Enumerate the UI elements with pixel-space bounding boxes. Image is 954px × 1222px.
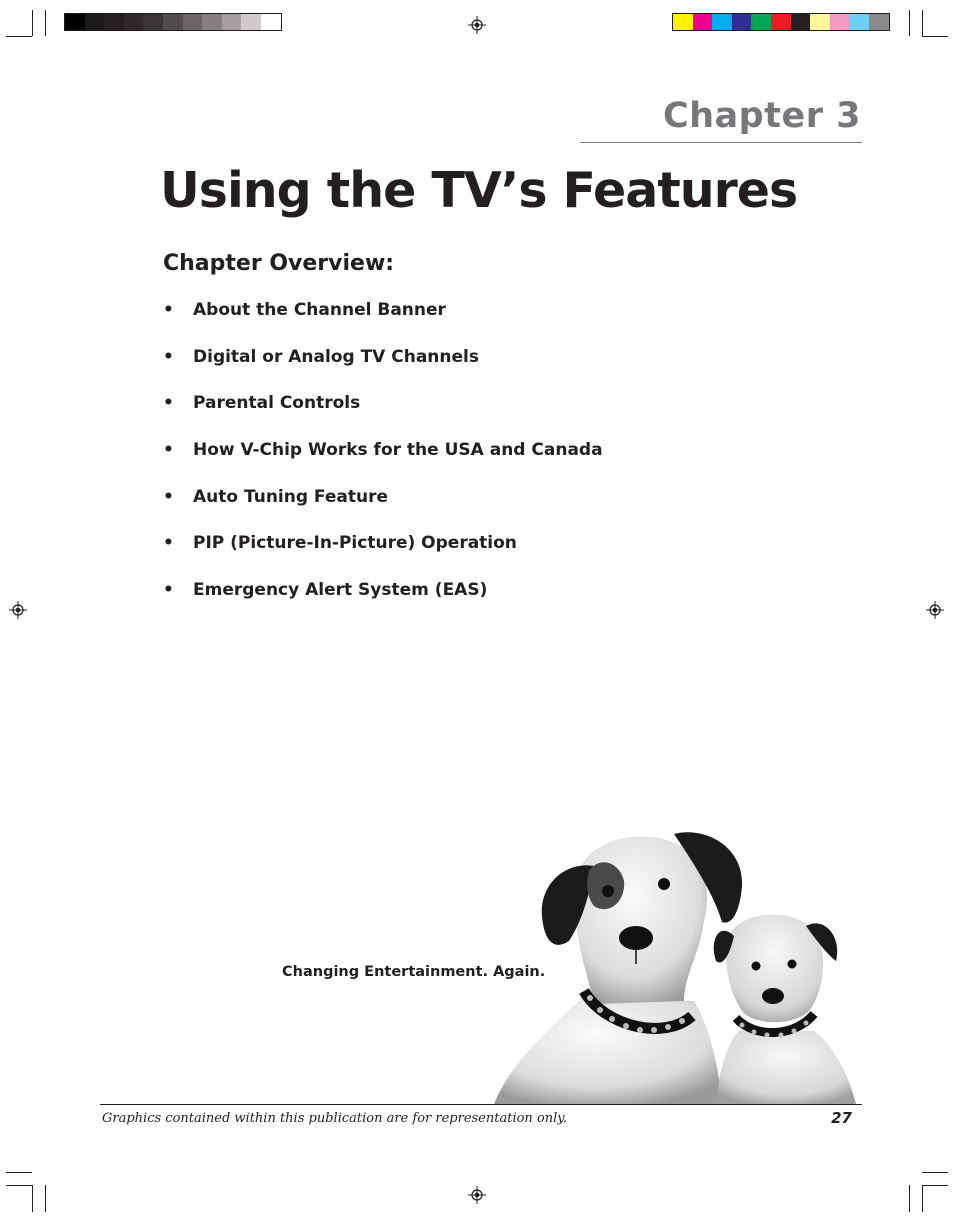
gray-swatch — [261, 14, 281, 30]
list-item — [163, 347, 603, 394]
bullet-icon: • — [163, 580, 174, 601]
chapter-label: Chapter 3 — [662, 96, 861, 136]
gray-swatch — [85, 14, 105, 30]
list-item — [163, 487, 603, 534]
list-item-label: About the Channel Banner — [193, 300, 446, 320]
color-swatch — [732, 14, 752, 30]
registration-mark-icon — [9, 601, 27, 619]
bullet-icon: • — [163, 393, 174, 414]
list-item-label: How V-Chip Works for the USA and Canada — [193, 440, 603, 461]
list-item — [163, 300, 603, 347]
color-swatch — [693, 14, 713, 30]
tagline: Changing Entertainment. Again. — [282, 964, 546, 980]
gray-swatch — [241, 14, 261, 30]
gray-swatch — [222, 14, 242, 30]
gray-swatch — [163, 14, 183, 30]
color-swatch — [673, 14, 693, 30]
gray-swatch — [183, 14, 203, 30]
chapter-rule — [580, 142, 862, 143]
color-swatch — [830, 14, 850, 30]
footer-note: Graphics contained within this publication are for representation only. — [102, 1111, 568, 1126]
registration-mark-icon — [468, 16, 486, 34]
gray-swatch — [104, 14, 124, 30]
gray-swatch — [143, 14, 163, 30]
registration-mark-icon — [468, 1186, 486, 1204]
list-item — [163, 533, 603, 580]
color-swatch — [791, 14, 811, 30]
bullet-icon: • — [163, 440, 174, 461]
list-item-label: Digital or Analog TV Channels — [193, 346, 479, 367]
color-swatch — [810, 14, 830, 30]
color-calibration-bar — [672, 13, 890, 31]
list-item — [163, 393, 603, 440]
bullet-icon: • — [163, 533, 174, 554]
gray-swatch — [202, 14, 222, 30]
page-number: 27 — [831, 1109, 852, 1127]
list-item-label: Emergency Alert System (EAS) — [193, 580, 488, 601]
footer-rule — [100, 1104, 862, 1105]
color-swatch — [751, 14, 771, 30]
grayscale-calibration-bar — [64, 13, 282, 31]
bullet-icon: • — [163, 346, 174, 367]
list-item-label: PIP (Picture-In-Picture) Operation — [193, 533, 517, 554]
color-swatch — [849, 14, 869, 30]
bullet-icon: • — [163, 300, 174, 320]
list-item-label: Auto Tuning Feature — [193, 486, 389, 507]
bullet-icon: • — [163, 486, 174, 507]
overview-list — [163, 300, 603, 627]
registration-mark-icon — [926, 601, 944, 619]
page-title: Using the TV’s Features — [160, 162, 798, 219]
dogs-photo — [494, 826, 860, 1104]
list-item — [163, 440, 603, 487]
list-item-label: Parental Controls — [193, 393, 361, 414]
gray-swatch — [124, 14, 144, 30]
list-item — [163, 580, 603, 627]
color-swatch — [869, 14, 889, 30]
overview-heading: Chapter Overview: — [163, 251, 395, 276]
color-swatch — [771, 14, 791, 30]
gray-swatch — [65, 14, 85, 30]
color-swatch — [712, 14, 732, 30]
